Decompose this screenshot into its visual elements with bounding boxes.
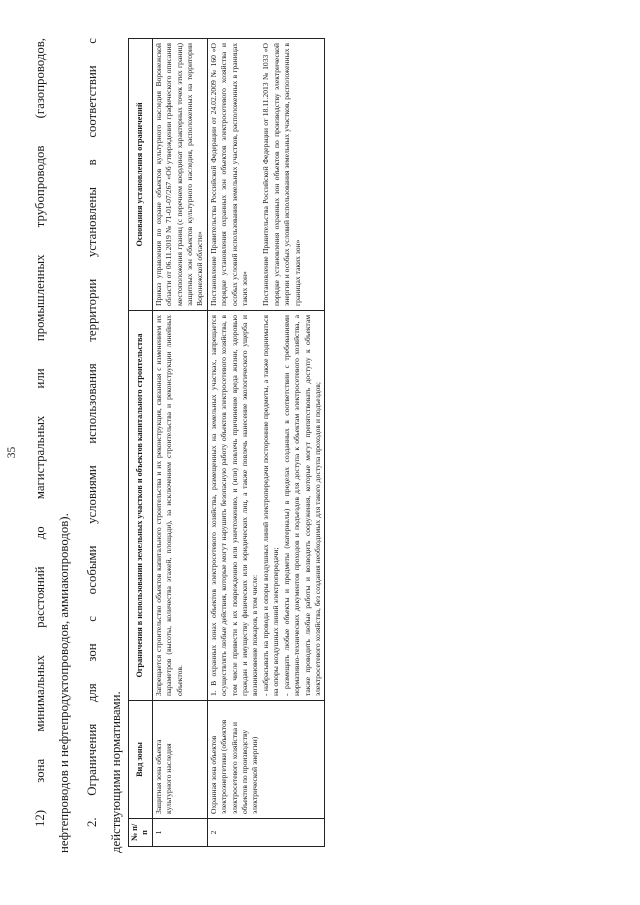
restriction-text: - набрасывать на провода и опоры воздушных линий электропередачи посторонние предметы, а также подниматься на опоры воздушных линий электропередачи; [260,315,281,696]
table-header-row [129,39,153,847]
row-2-num: 2 [207,819,324,847]
paragraph-item-2-line-2: действующими нормативами. [109,691,123,853]
page-number: 35 [6,446,18,459]
row-1-basis [152,39,207,311]
paragraph-item-12-line-2: нефтепроводов и нефтепродуктопроводов, аммиакопроводов). [57,513,71,853]
basis-text: Постановление Правительства Российской Федерации от 18.11.2013 № 1033 «О порядке установления охранных зон объектов по производству электрической энергии и особых условий использования земельных участков, расположенных в границах таких зон» [261,43,302,306]
header-restrictions: Ограничения в использовании земельных участков и объектов капитального строительства [129,311,153,701]
header-basis: Основания установления ограничений [129,39,153,311]
row-1-zone: Защитная зона объекта культурного наследия [152,701,207,819]
restriction-text: - размещать любые объекты и предметы (материалы) в пределах созданных в соответствии с требованиями нормативно-технических документов проходов и подъездов для доступа к объектам электросетевого хозяйства, а также проводить любые работы и возводить сооружения, которые могут препятствовать доступу к объектам электросетевого хозяйства, без создания необходимых для такого доступа проходов и подъездов; [281,315,322,696]
paragraph-item-2-line-1: 2. Ограничения для зон с особыми условиями использования территории установлены в соответствии с [85,38,99,827]
row-1-restrictions [152,311,207,701]
header-zone: Вид зоны [129,701,153,819]
restriction-text: 1. В охранных зонах объектов электросетевого хозяйства, размещенных на земельных участках, запрещается осуществлять любые действия, которые могут нарушить безопасную работу объектов электросетевого хозяйства, в том числе привести к их повреждению или уничтожению, и (или) повлечь причинение вреда жизни, здоровью граждан и имуществу физических или юридических лиц, а также повлечь нанесение экологического ущерба и возникновение пожаров, в том числе: [208,315,260,696]
basis-text: Постановление Правительства Российской Федерации от 24.02.2009 № 160 «О порядке установления охранных зон объектов электросетевого хозяйства и особых условий использования земельных участков, расположенных в границах таких зон» [208,43,250,306]
row-2-zone: Охранная зона объектов электроэнергетики (объектов электросетевого хозяйства и объектов по производству электрической энергии) [207,701,324,819]
table-row [152,39,207,847]
table-row [207,39,324,847]
row-2-basis [207,39,324,311]
spacer [250,43,261,306]
row-1-num: 1 [152,819,207,847]
paragraph-item-12-line-1: 12) зона минимальных расстояний до магистральных или промышленных трубопроводов (газопроводов, [33,38,47,827]
header-num: № п/п [129,819,153,847]
restrictions-table [128,38,325,847]
basis-text: Приказ управления по охране объектов культурного наследия Воронежской области от 06.11.2019 № 71-01-07/267 «Об утверждении графического описания местоположения границ (с перечнем координат характерных точек этих границ) защитных зон объектов культурного наследия, расположенных на территории Воронежской области» [153,43,205,306]
row-2-restrictions [207,311,324,701]
restriction-text: Запрещается строительство объектов капитального строительства и их реконструкция, связанная с изменением их параметров (высоты, количества этажей, площади), за исключением строительства и реконструкции линейных объектов. [153,315,184,696]
